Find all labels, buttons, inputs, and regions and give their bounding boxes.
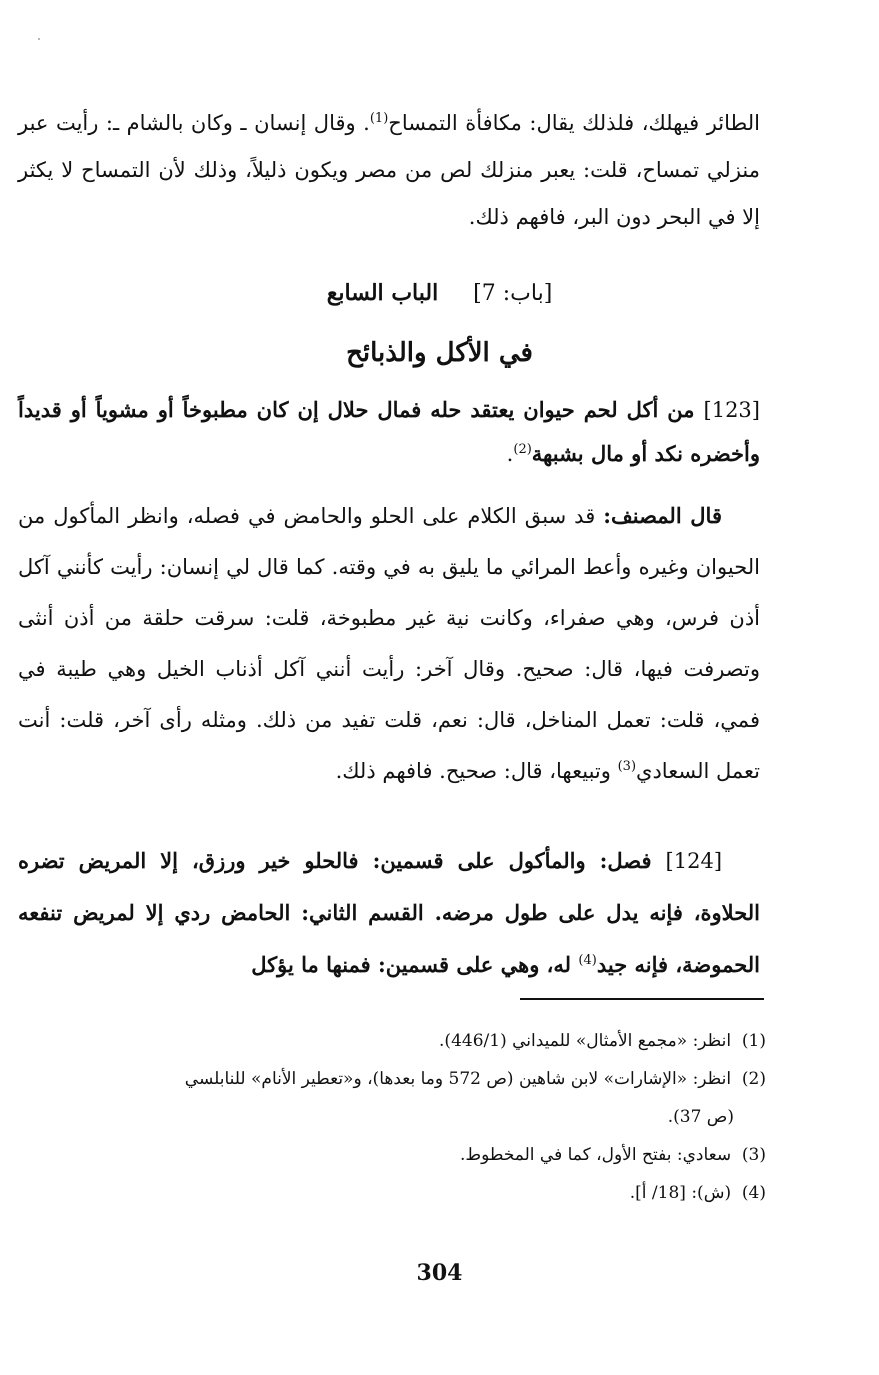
- footnote-1-number: (1): [741, 1031, 766, 1051]
- entry-124: [18, 835, 760, 991]
- footnote-3-text: سعادي: بفتح الأول، كما في المخطوط.: [459, 1145, 732, 1165]
- chapter-heading: [0, 275, 879, 312]
- footnotes: [18, 1022, 766, 1212]
- commentary-text-a: قد سبق الكلام على الحلو والحامض في فصله، وانظر المأكول من الحيوان وغيره وأعط المرائي ما يليق به في وقته. كما قال لي إنسان: رأيت كأنني آكل أذن فرس، وهي صفراء، وكانت نية غير مطبوخة، قلت: سرقت حلقة من أذن أنثى وتصرفت فيها، قال: صحيح. وقال آخر: رأيت أنني آكل أذناب الخيل وهي طيبة في فمي، قلت: تعمل المناخل، قال: نعم، قلت تفيد من ذلك. ومثله رأى آخر، قلت: أنت تعمل السعادي: [18, 504, 760, 783]
- footnote-2-text: انظر: «الإشارات» لابن شاهين (ص 572 وما بعدها)، و«تعطير الأنام» للنابلسي: [184, 1069, 732, 1089]
- chapter-bracket: [باب: 7]: [473, 281, 553, 306]
- footnote-2: [18, 1060, 766, 1098]
- entry-123-end: .: [506, 442, 514, 466]
- author-label: قال المصنف:: [603, 503, 722, 528]
- page-number: 304: [416, 1260, 463, 1286]
- footnote-1-text: انظر: «مجمع الأمثال» للميداني (446/1).: [439, 1031, 732, 1051]
- footnote-ref-3: (3): [617, 759, 637, 774]
- footnote-2-continuation: (ص 37).: [667, 1107, 734, 1127]
- footnote-ref-4: (4): [578, 953, 597, 968]
- footnote-4: [18, 1174, 766, 1212]
- entry-124-number: [124]: [665, 849, 723, 873]
- footnote-ref-1: (1): [369, 111, 389, 126]
- footnote-3: [18, 1136, 766, 1174]
- paragraph-crocodile: [18, 100, 760, 241]
- entry-124-text-a: فصل: والمأكول على قسمين: فالحلو خير ورزق، إلا المريض تضره الحلاوة، فإنه يدل على طول مرضه. القسم الثاني: الحامض ردي إلا لمريض تنفعه الحموضة، فإنه جيد: [18, 848, 760, 977]
- paragraph1-text-a: الطائر فيهلك، فلذلك يقال: مكافأة التمساح: [388, 111, 760, 135]
- entry-123-number: [123]: [703, 398, 760, 422]
- author-commentary: [18, 490, 760, 797]
- entry-123: [18, 388, 760, 476]
- footnote-4-text: (ش): [18/ أ].: [629, 1183, 732, 1203]
- entry-123-text: من أكل لحم حيوان يعتقد حله فمال حلال إن كان مطبوخاً أو مشوياً أو قديداً وأخضره نكد أو مال بشبهة: [18, 397, 760, 466]
- footnote-4-number: (4): [741, 1183, 766, 1203]
- entry-124-text-b: له، وهي على قسمين: فمنها ما يؤكل: [251, 952, 572, 977]
- chapter-title: في الأكل والذبائح: [346, 338, 533, 368]
- footnote-2-number: (2): [741, 1069, 766, 1089]
- footnote-ref-2: (2): [513, 442, 532, 457]
- scan-speck: [38, 38, 40, 40]
- footnote-divider: [520, 998, 764, 1000]
- commentary-text-b: وتبيعها، قال: صحيح. فافهم ذلك.: [335, 759, 611, 783]
- footnote-1: [18, 1022, 766, 1060]
- footnote-3-number: (3): [741, 1145, 766, 1165]
- paragraph1-text-b: . وقال إنسان ـ وكان بالشام ـ: رأيت عبر منزلي تمساح، قلت: يعبر منزلك لص من مصر ويكون ذليلاً، وذلك لأن التمساح لا يكثر إلا في البحر دون البر، فافهم ذلك.: [18, 111, 760, 229]
- chapter-name: الباب السابع: [326, 280, 439, 306]
